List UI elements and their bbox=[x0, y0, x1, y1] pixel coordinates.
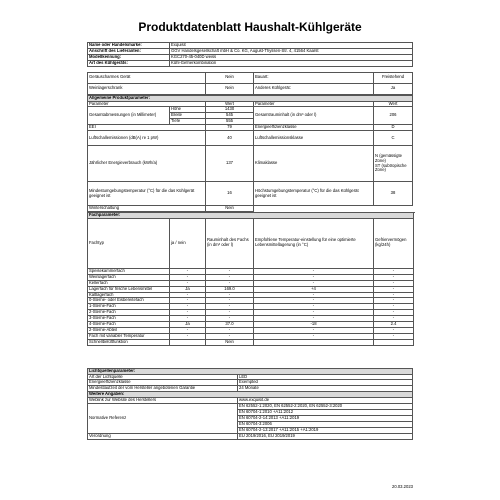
column-header: Wert bbox=[374, 101, 413, 107]
value-cell: 137 bbox=[206, 146, 254, 182]
column-header: Empfohlene Temperatur-einstellung für eine optimierte Lebensmittellagerung (in °C) bbox=[254, 218, 374, 268]
value-cell: - bbox=[170, 268, 206, 274]
value-cell: - bbox=[206, 268, 254, 274]
value-cell: D bbox=[374, 125, 413, 131]
value-cell bbox=[254, 339, 374, 345]
value-cell: EN 60704-3:2006 bbox=[238, 421, 413, 427]
label-cell: Gesamtabmessungen (in Millimeter) bbox=[88, 107, 170, 125]
table-row bbox=[88, 131, 413, 146]
value-cell: 2.4 bbox=[374, 322, 414, 328]
value-cell: - bbox=[206, 333, 254, 339]
website-link[interactable]: www.exquisit.de bbox=[238, 398, 413, 404]
value-cell: - bbox=[254, 298, 374, 304]
label-cell: Luftschallemissionsklasse bbox=[254, 131, 374, 146]
general-parameters-table bbox=[87, 95, 413, 212]
value-cell bbox=[374, 339, 414, 345]
table-row bbox=[88, 60, 413, 66]
value-cell: - bbox=[170, 304, 206, 310]
value-cell: EN 62552-1:2020, EN 62552-2:2020, EN 62552-3:2020 bbox=[238, 404, 413, 410]
value-cell: - bbox=[170, 327, 206, 333]
label-cell: Art der Lichtquelle bbox=[88, 374, 238, 380]
label-cell: Weinlagerschrank bbox=[88, 83, 206, 94]
table-row bbox=[88, 182, 413, 206]
value-cell bbox=[374, 146, 413, 182]
value-cell: 40 bbox=[206, 131, 254, 146]
value-cell: - bbox=[374, 274, 414, 280]
value-cell: Nein bbox=[206, 72, 254, 83]
value-cell: 169.0 bbox=[206, 286, 254, 292]
value-cell: - bbox=[374, 268, 414, 274]
value-cell: 545 bbox=[206, 113, 254, 119]
value-cell: Ja bbox=[170, 286, 206, 292]
compartment-type-cell: 1-Sterne-Fach bbox=[88, 304, 170, 310]
value-cell: Kühl-Gefrierkombination bbox=[170, 60, 413, 66]
value-cell: - bbox=[374, 316, 414, 322]
label-cell: Mindestlaufzeit der vom Hersteller angebotenen Garantie bbox=[88, 386, 238, 392]
supplier-table bbox=[87, 42, 413, 67]
value-cell: - bbox=[254, 310, 374, 316]
value-cell: - bbox=[254, 280, 374, 286]
value-cell: Nein bbox=[206, 83, 254, 94]
column-header: Fachtyp bbox=[88, 218, 170, 268]
label-cell: Energieeffizienzklasse bbox=[88, 380, 238, 386]
compartment-table bbox=[87, 212, 414, 346]
compartment-type-cell: 0-Sterne- oder Eisbereitefach bbox=[88, 298, 170, 304]
column-header: Parameter bbox=[88, 101, 206, 107]
label-cell: Tiefe bbox=[170, 119, 206, 125]
label-cell: Höhe bbox=[170, 107, 206, 113]
compartment-type-cell: Schnellbelüftfunktion bbox=[88, 339, 170, 345]
label-cell: Mindestumgebungstemperatur (°C) für die das Kühlgerät geeignet ist bbox=[88, 182, 206, 206]
climate-value: ST (subtropische Zone) bbox=[375, 162, 407, 173]
value-cell: EN 60704-2-14:2013 +A11:2019 bbox=[238, 415, 413, 421]
section-title: Weitere Angaben: bbox=[88, 392, 413, 398]
value-cell: GGV Handelsgesellschaft mbH & Co. KG, August-Thyssen-Str. 4, 41564 Kaarst bbox=[170, 48, 413, 54]
value-cell: -18 bbox=[254, 322, 374, 328]
value-cell: - bbox=[374, 280, 414, 286]
value-cell: - bbox=[206, 310, 254, 316]
label-cell: Weblink zur Website des Herstellers bbox=[88, 398, 238, 404]
value-cell: - bbox=[170, 274, 206, 280]
label-cell: Anderes Kühlgerät: bbox=[254, 83, 374, 94]
label-cell: Art des Kühlgeräts: bbox=[88, 60, 170, 66]
value-cell: 38 bbox=[374, 182, 413, 206]
label-cell: Winterschaltung bbox=[88, 206, 206, 212]
value-cell: - bbox=[374, 327, 414, 333]
value-cell: 1430 bbox=[206, 107, 254, 113]
compartment-type-cell: 2-Sterne-Abteil bbox=[88, 327, 170, 333]
value-cell: 16 bbox=[206, 182, 254, 206]
column-header: Rauminhalt des Fachs (in dm³ oder l) bbox=[206, 218, 254, 268]
value-cell: - bbox=[206, 316, 254, 322]
value-cell: - bbox=[206, 292, 254, 298]
value-cell: 79 bbox=[206, 125, 254, 131]
table-row bbox=[88, 433, 413, 439]
compartment-type-cell: Fach mit variabler Temperatur bbox=[88, 333, 170, 339]
page-title: Produktdatenblatt Haushalt-Kühlgeräte bbox=[138, 20, 362, 34]
column-header: Wert bbox=[206, 101, 254, 107]
label-cell: Verordnung bbox=[88, 433, 238, 439]
column-header: ja / nein bbox=[170, 218, 206, 268]
value-cell: C bbox=[374, 131, 413, 146]
compartment-type-cell: 4-Sterne-Fach bbox=[88, 322, 170, 328]
label-cell: Breite bbox=[170, 113, 206, 119]
value-cell: - bbox=[254, 292, 374, 298]
value-cell: - bbox=[170, 298, 206, 304]
value-cell: Nein bbox=[206, 339, 254, 345]
value-cell: - bbox=[254, 268, 374, 274]
value-cell: Ja bbox=[374, 83, 413, 94]
label-cell: Name oder Handelsmarke: bbox=[88, 43, 170, 49]
table-header-row bbox=[88, 218, 414, 268]
section-title: Lichtquellenparameter: bbox=[88, 368, 413, 374]
value-cell: - bbox=[374, 310, 414, 316]
compartment-type-cell: Speisekammerfach bbox=[88, 268, 170, 274]
value-cell: 24 Monate bbox=[238, 386, 413, 392]
value-cell: LED bbox=[238, 374, 413, 380]
value-cell: Ja bbox=[170, 322, 206, 328]
compartment-type-cell: 3-Sterne-Fach bbox=[88, 316, 170, 322]
value-cell: - bbox=[254, 333, 374, 339]
datasheet bbox=[87, 42, 413, 440]
table-row bbox=[88, 72, 413, 83]
value-cell: EU 2019/2016, EU 2019/2019 bbox=[238, 433, 413, 439]
value-cell: 37.0 bbox=[206, 322, 254, 328]
compartment-type-cell: Kellerfach bbox=[88, 280, 170, 286]
value-cell: - bbox=[254, 316, 374, 322]
label-cell: Klimaklasse bbox=[254, 146, 374, 182]
light-source-table bbox=[87, 368, 413, 440]
value-cell: - bbox=[170, 316, 206, 322]
value-cell: - bbox=[254, 274, 374, 280]
value-cell: Exempted bbox=[238, 380, 413, 386]
document-date: 20.03.2023 bbox=[392, 484, 413, 489]
value-cell: +4 bbox=[254, 286, 374, 292]
label-cell: Gesamtrauminhalt (in dm³ oder l) bbox=[254, 107, 374, 125]
value-cell: KGC270-45-040D weiss bbox=[170, 54, 413, 60]
value-cell: 206 bbox=[374, 107, 413, 125]
compartment-rows bbox=[88, 268, 414, 345]
compartment-type-cell: 2-Sterne-Fach bbox=[88, 310, 170, 316]
column-header: Parameter bbox=[254, 101, 374, 107]
value-cell: - bbox=[374, 304, 414, 310]
value-cell: - bbox=[206, 304, 254, 310]
label-cell: EEI bbox=[88, 125, 206, 131]
value-cell: - bbox=[170, 310, 206, 316]
value-cell: EN 60704-2-13:2017 +A11:2015 +A1:2019 bbox=[238, 427, 413, 433]
value-cell: 555 bbox=[206, 119, 254, 125]
value-cell bbox=[170, 339, 206, 345]
value-cell: EN 60704-1:2010 +A11:2012 bbox=[238, 410, 413, 416]
value-cell: - bbox=[206, 280, 254, 286]
label-cell: Jährlicher Energieverbrauch (kWh/a) bbox=[88, 146, 206, 182]
value-cell: - bbox=[170, 280, 206, 286]
table-row bbox=[88, 206, 413, 212]
label-cell: Normative Referenz bbox=[88, 404, 238, 434]
label-cell: Höchstumgebungstemperatur (°C) für die das Kühlgerät geeignet ist bbox=[254, 182, 374, 206]
value-cell: - bbox=[170, 333, 206, 339]
section-title: Allgemeine Produktparameter: bbox=[88, 95, 413, 101]
column-header: Gefriervermögen (kg/24h) bbox=[374, 218, 414, 268]
value-cell: Nein bbox=[206, 206, 254, 212]
label-cell: Modellkennung: bbox=[88, 54, 170, 60]
label-cell: Luftschallemissionen (dB(A) re 1 pW) bbox=[88, 131, 206, 146]
value-cell: - bbox=[206, 274, 254, 280]
label-cell: Anschrift des Lieferanten: bbox=[88, 48, 170, 54]
value-cell: - bbox=[374, 286, 414, 292]
compartment-type-cell: Weinlagerfach bbox=[88, 274, 170, 280]
label-cell: Geräuscharmes Gerät bbox=[88, 72, 206, 83]
table-row bbox=[88, 339, 414, 345]
label-cell: Energieeffizienzklasse bbox=[254, 125, 374, 131]
value-cell: - bbox=[206, 327, 254, 333]
value-cell: Exquisit bbox=[170, 43, 413, 49]
compartment-type-cell: Kaltlagerfach bbox=[88, 292, 170, 298]
value-cell: - bbox=[374, 333, 414, 339]
value-cell: - bbox=[170, 292, 206, 298]
value-cell: - bbox=[254, 304, 374, 310]
table-row bbox=[88, 83, 413, 94]
appliance-table bbox=[87, 72, 413, 95]
section-title: Fachparameter: bbox=[88, 212, 414, 218]
value-cell: - bbox=[206, 298, 254, 304]
table-row bbox=[88, 146, 413, 182]
value-cell: - bbox=[374, 292, 414, 298]
compartment-type-cell: Lagerfach für frische Lebensmittel bbox=[88, 286, 170, 292]
label-cell: Bauart: bbox=[254, 72, 374, 83]
climate-value: N (gemässigte Zone) bbox=[375, 152, 402, 163]
value-cell: - bbox=[374, 298, 414, 304]
value-cell: Freistehend bbox=[374, 72, 413, 83]
value-cell: - bbox=[254, 327, 374, 333]
